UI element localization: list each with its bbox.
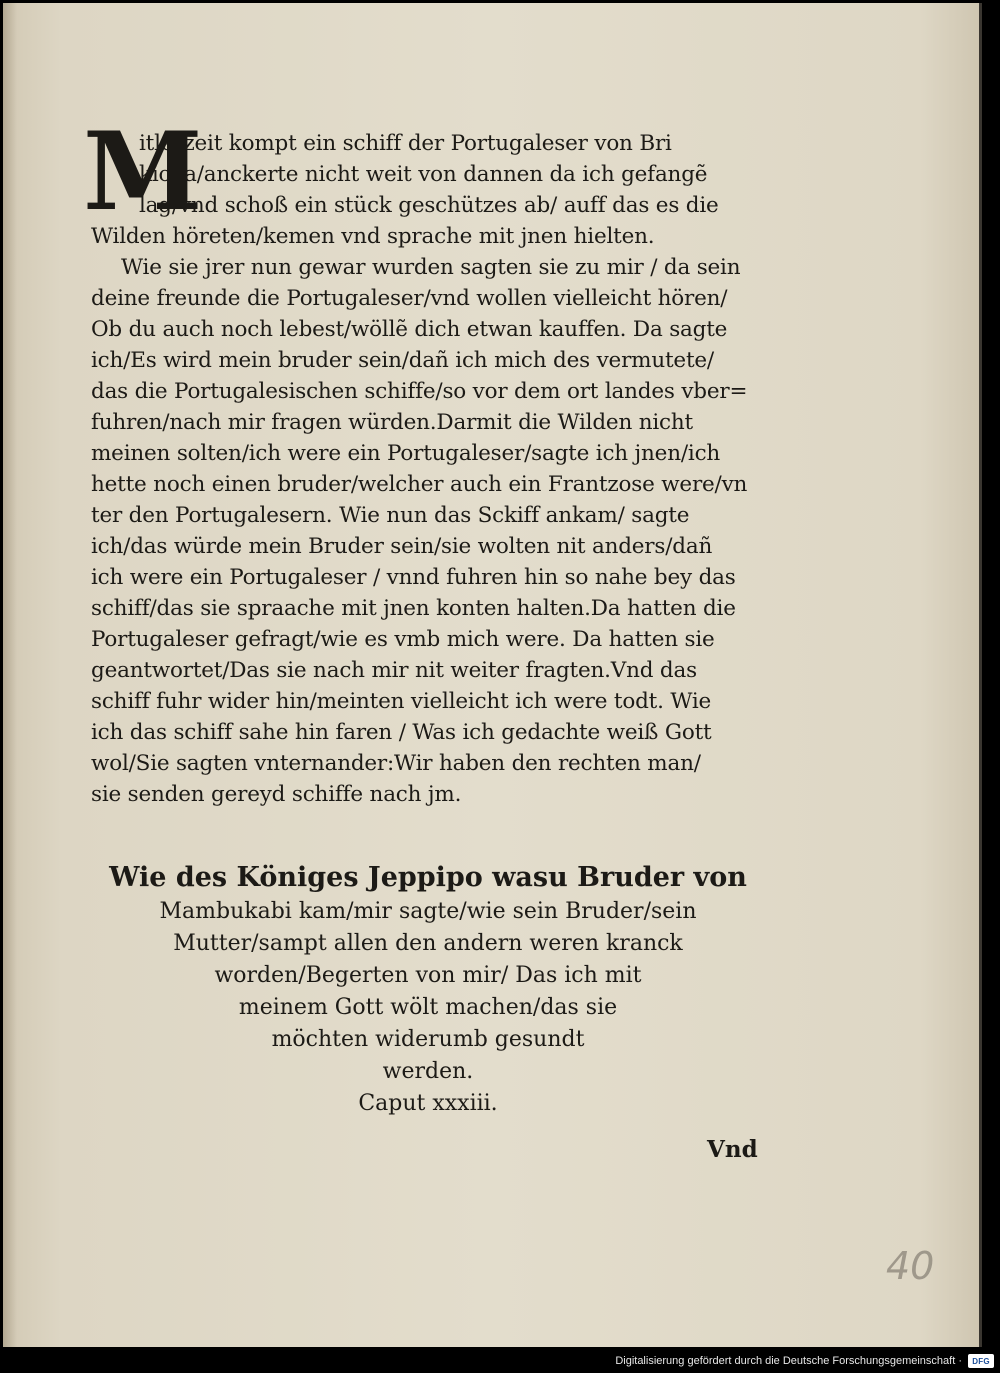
text-line: Wilden höreten/kemen vnd sprache mit jnen hielten. <box>91 224 655 249</box>
text-line: ter den Portugalesern. Wie nun das Sckiff ankam/ sagte <box>91 503 690 528</box>
text-line: das die Portugalesischen schiffe/so vor dem ort landes vber= <box>91 379 748 404</box>
text-line: sie senden gereyd schiffe nach jm. <box>91 782 462 807</box>
text-line: geantwortet/Das sie nach mir nit weiter fragten.Vnd das <box>91 658 697 683</box>
text-line: Wie sie jrer nun gewar wurden sagten sie zu mir / da sein <box>121 255 741 280</box>
text-line: schiff fuhr wider hin/meinten vielleicht ich were todt. Wie <box>91 689 712 714</box>
text-line: ich das schiff sahe hin faren / Was ich gedachte weiß Gott <box>91 720 712 745</box>
text-line: wol/Sie sagten vnternander:Wir haben den rechten man/ <box>91 751 701 776</box>
text-line: ich/Es wird mein bruder sein/dañ ich mich des vermutete/ <box>91 348 714 373</box>
heading-line: meinem Gott wölt machen/das sie <box>238 995 618 1020</box>
heading-line: worden/Begerten von mir/ Das ich mit <box>214 963 642 988</box>
chapter-heading <box>108 860 748 1120</box>
heading-line: Mutter/sampt allen den andern weren kranck <box>173 931 683 956</box>
drop-cap-initial: M <box>83 109 203 235</box>
text-line: fuhren/nach mir fragen würden.Darmit die Wilden nicht <box>91 410 693 435</box>
funding-notice: Digitalisierung gefördert durch die Deutsche Forschungsgemeinschaft · <box>615 1355 962 1367</box>
text-line: hette noch einen bruder/welcher auch ein Frantzose were/vn <box>91 472 748 497</box>
footer-bar <box>0 1350 1000 1373</box>
text-line: kioka/anckerte nicht weit von dannen da ich gefangẽ <box>139 162 708 187</box>
text-line: ich/das würde mein Bruder sein/sie wolten nit anders/dañ <box>91 534 713 559</box>
text-line: schiff/das sie spraache mit jnen konten halten.Da hatten die <box>91 596 736 621</box>
chapter-number: Caput xxxiii. <box>358 1091 498 1116</box>
dfg-logo-icon[interactable] <box>968 1354 994 1368</box>
text-line: deine freunde die Portugaleser/vnd wollen vielleicht hören/ <box>91 286 728 311</box>
text-line: lag/vnd schoß ein stück geschützes ab/ auff das es die <box>139 193 719 218</box>
text-line: Ob du auch noch lebest/wöllẽ dich etwan kauffen. Da sagte <box>91 317 728 342</box>
page-number: 40 <box>886 1244 935 1288</box>
heading-line: Wie des Königes Jeppipo wasu Bruder von <box>109 862 747 893</box>
text-line: itlerzeit kompt ein schiff der Portugaleser von Bri <box>139 131 672 156</box>
text-line: meinen solten/ich were ein Portugaleser/sagte ich jnen/ich <box>91 441 721 466</box>
heading-line: möchten widerumb gesundt <box>271 1027 585 1052</box>
text-line: ich were ein Portugaleser / vnnd fuhren hin so nahe bey das <box>91 565 736 590</box>
dfg-logo-label: DFG <box>972 1356 990 1366</box>
body-text <box>83 109 781 810</box>
text-line: Portugaleser gefragt/wie es vmb mich were. Da hatten sie <box>91 627 715 652</box>
heading-line: werden. <box>382 1059 474 1084</box>
heading-line: Mambukabi kam/mir sagte/wie sein Bruder/sein <box>159 899 697 924</box>
catchword: Vnd <box>707 1136 758 1163</box>
